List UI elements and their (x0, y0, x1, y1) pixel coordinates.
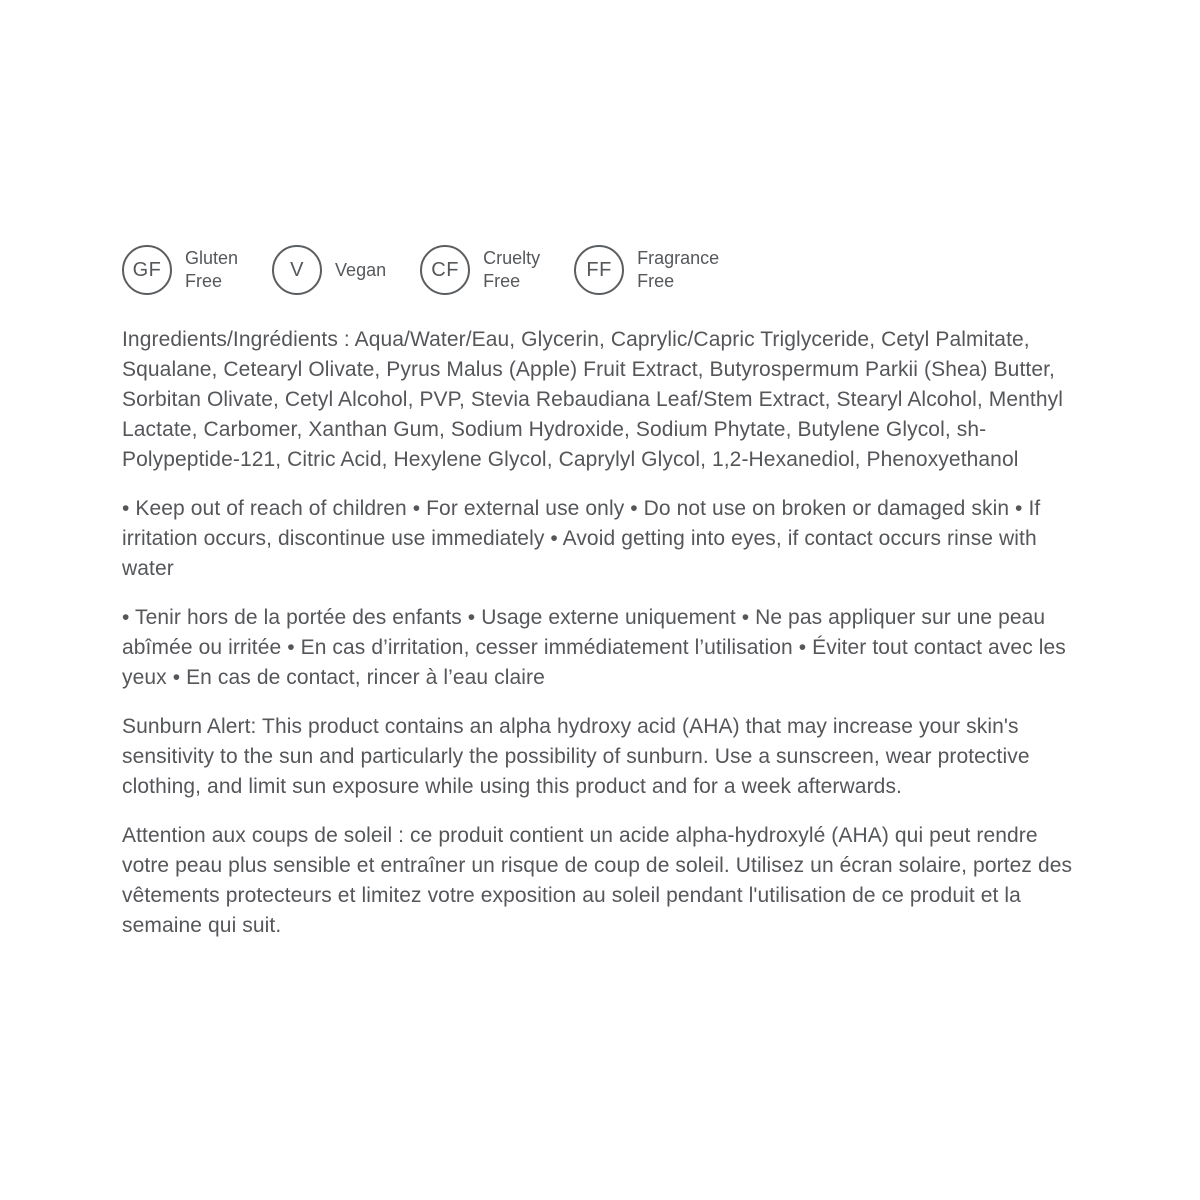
gluten-free-icon: GF (122, 245, 172, 295)
badge-label-line: Gluten (185, 248, 239, 268)
warnings-fr-paragraph: • Tenir hors de la portée des enfants • Usage externe uniquement • Ne pas appliquer sur une peau abîmée ou irritée • En cas d’irritation, cesser immédiatement l’utilisation • Éviter tout contact avec les yeux • En cas de contact, rincer à l’eau claire (122, 606, 1066, 689)
sunburn-alert-fr-paragraph: Attention aux coups de soleil : ce produit contient un acide alpha-hydroxylé (AHA) qui peut rendre votre peau plus sensible et entraîner un risque de coup de soleil. Utilisez un écran solaire, portez des vêtements protecteurs et limitez votre exposition au soleil pendant l'utilisation de ce produit et la semaine qui suit. (122, 824, 1073, 937)
sunburn-alert-en-paragraph: Sunburn Alert: This product contains an alpha hydroxy acid (AHA) that may increase your skin's sensitivity to the sun and particularly the possibility of sunburn. Use a sunscreen, wear protective clothing, and limit sun exposure while using this product and for a week afterwards. (122, 715, 1030, 798)
fragrance-free-icon: FF (574, 245, 624, 295)
badge-cruelty-free-label (483, 247, 540, 293)
warnings-en-paragraph: • Keep out of reach of children • For external use only • Do not use on broken or damaged skin • If irritation occurs, discontinue use immediately • Avoid getting into eyes, if contact occurs rinse with water (122, 497, 1041, 580)
badge-gluten-free-label (185, 247, 238, 293)
badge-label-line: Free (185, 271, 223, 291)
badge-label-line: Free (637, 271, 675, 291)
vegan-icon: V (272, 245, 322, 295)
certification-badges-row (122, 245, 1090, 295)
ingredients-paragraph: Ingredients/Ingrédients : Aqua/Water/Eau, Glycerin, Caprylic/Capric Triglyceride, Cetyl Palmitate, Squalane, Cetearyl Olivate, Pyrus Malus (Apple) Fruit Extract, Butyrospermum Parkii (Shea) Butter, Sorbitan Olivate, Cetyl Alcohol, PVP, Stevia Rebaudiana Leaf/Stem Extract, Stearyl Alcohol, Menthyl Lactate, Carbomer, Xanthan Gum, Sodium Hydroxide, Sodium Phytate, Butylene Glycol, sh-Polypeptide-121, Citric Acid, Hexylene Glycol, Caprylyl Glycol, 1,2-Hexanediol, Phenoxyethanol (122, 328, 1064, 471)
badge-label-line: Fragrance (637, 248, 720, 268)
badge-label-line: Vegan (335, 259, 387, 280)
badge-gluten-free (122, 245, 238, 295)
badge-fragrance-free (574, 245, 719, 295)
cruelty-free-icon: CF (420, 245, 470, 295)
badge-vegan-label (335, 259, 386, 282)
badge-vegan (272, 245, 386, 295)
badge-cruelty-free (420, 245, 540, 295)
badge-fragrance-free-label (637, 247, 719, 293)
badge-label-line: Free (483, 271, 521, 291)
badge-label-line: Cruelty (483, 248, 541, 268)
